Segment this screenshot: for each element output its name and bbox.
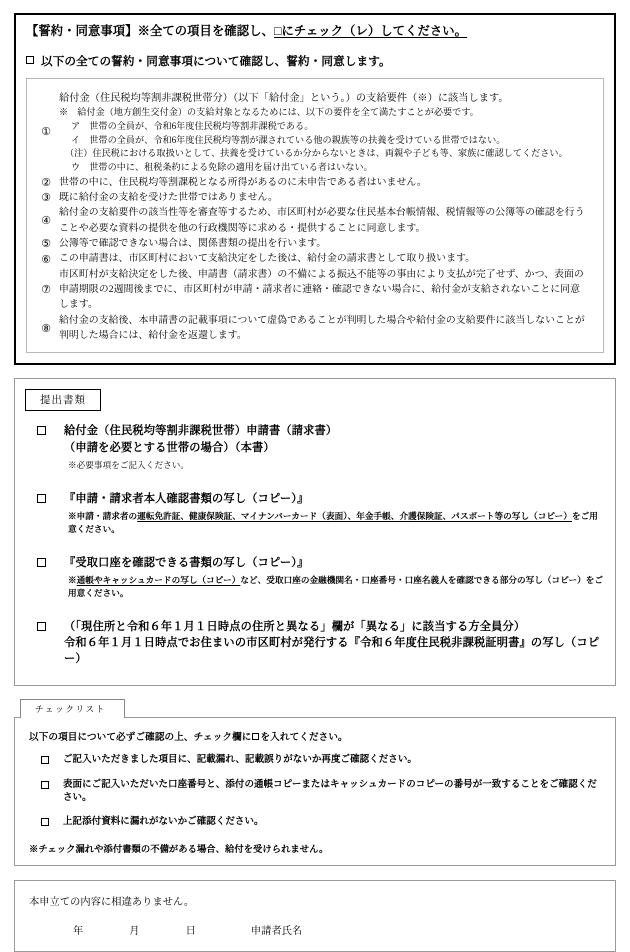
document-item-2-note-underlined: 運転免許証、健康保険証、マイナンバーカード（表面）、年金手帳、介護保険証、パスポート等の写し（コピー）	[137, 510, 572, 521]
checklist-item-3-label: 上記添付資料に漏れがないかご確認ください。	[63, 817, 264, 828]
pledge-item-3-body	[59, 190, 595, 205]
documents-spacer-2	[25, 542, 605, 555]
declaration-month-label: 月	[129, 925, 140, 937]
checklist-intro-post: を入れてください。	[260, 732, 348, 744]
pledge-item-7-line-1: 市区町村が支給決定をした後、申請書（請求書）の不備による振込不能等の事由により支払が完了せず、かつ、表面の	[59, 268, 584, 280]
pledge-item-6	[33, 251, 595, 266]
document-checkbox-application-form[interactable]	[37, 426, 46, 435]
pledge-title-plain: 【誓約・同意事項】※全ての項目を確認し、	[26, 24, 274, 38]
checklist-item-entries[interactable]	[25, 754, 605, 767]
pledge-item-2-number: ②	[41, 175, 51, 189]
checklist-intro-pre: 以下の項目について必ずご確認の上、チェック欄に	[29, 732, 252, 744]
document-checkbox-tax-exemption-certificate[interactable]	[37, 622, 46, 631]
checklist-item-account-number[interactable]	[25, 779, 605, 806]
document-item-2-note-pre: ※申請・請求者の	[68, 510, 138, 521]
declaration-signature-row	[25, 922, 605, 937]
documents-list	[25, 423, 605, 667]
checklist-footnote: ※チェック漏れや添付書類の不備がある場合、給付を受けられません。	[29, 844, 329, 855]
pledge-item-4-line-1: 給付金の支給要件の該当性等を審査等するため、市区町村が必要な住民基本台帳情報、税情報等の公簿等の確認を行う	[59, 207, 585, 219]
declaration-applicant-name-label: 申請者氏名	[250, 925, 303, 937]
pledge-item-1-line-5: （注）住民税における取扱いとして、扶養を受けているか分からないときは、両親や子ども等、家族に確認してください。	[65, 148, 568, 159]
documents-section-tab-label: 提出書類	[25, 389, 101, 411]
checklist-mark-icon	[252, 733, 259, 740]
document-checkbox-identity-copy[interactable]	[37, 494, 46, 503]
checklist-box	[14, 717, 616, 865]
pledge-item-1-line-1: 給付金（住民税均等割非課税世帯分）（以下「給付金」という。）の支給要件（※）に該当します。	[59, 92, 509, 104]
pledge-item-2-body	[59, 175, 595, 190]
document-item-1-note: ※必要事項をご記入ください。	[68, 459, 190, 470]
pledge-item-1-number: ①	[41, 124, 51, 138]
document-item-4-line-1: （「現住所と令和６年１月１日時点の住所と異なる」欄が「異なる」に該当する方全員分）	[64, 620, 526, 633]
pledge-item-4-number: ④	[41, 214, 51, 228]
document-item-identity-copy[interactable]	[25, 491, 605, 536]
document-checkbox-bank-account-copy[interactable]	[37, 558, 46, 567]
pledge-item-1-line-6: ウ 世帯の中に、租税条約による免除の適用を届け出ている者はいない。	[71, 161, 373, 172]
pledge-item-1-body	[59, 88, 595, 175]
pledge-item-8-number: ⑧	[41, 321, 51, 335]
pledge-items-box	[26, 78, 604, 354]
declaration-year-label: 年	[73, 925, 84, 937]
document-item-3-line-1: 『受取口座を確認できる書類の写し（コピー）』	[64, 556, 309, 569]
checklist-section-tab-label: チェックリスト	[20, 699, 125, 718]
pledge-item-3-line-1: 既に給付金の支給を受けた世帯ではありません。	[59, 191, 278, 203]
pledge-item-1-line-3: ア 世帯の全員が、令和6年度住民税均等割非課税である。	[71, 121, 314, 132]
pledge-item-7-number: ⑦	[41, 283, 51, 297]
document-item-tax-exemption-certificate[interactable]	[25, 619, 605, 668]
pledge-title	[26, 23, 604, 40]
declaration-statement: 本申立ての内容に相違ありません。	[29, 896, 195, 908]
checklist-checkbox-account-number[interactable]	[41, 781, 49, 789]
document-item-application-form[interactable]	[25, 423, 605, 471]
declaration-day-label: 日	[185, 925, 196, 937]
document-item-3-note-underlined: 通帳やキャッシュカードの写し（コピー）	[76, 575, 241, 585]
checklist-item-1-label: ご記入いただきました項目に、記載漏れ、記載誤りがないか再度ご確認ください。	[63, 755, 417, 766]
document-item-4-line-2: 令和６年１月１日時点でお住まいの市区町村が発行する『令和６年度住民税非課税証明書』の写し（コピー）	[64, 637, 600, 666]
checklist-item-2-label: 表面にご記入いただいた口座番号と、添付の通帳コピーまたはキャッシュカードのコピーの番号が一致することをご確認ください。	[63, 779, 597, 804]
checklist-checkbox-entries[interactable]	[41, 756, 49, 764]
pledge-agree-row[interactable]	[26, 53, 604, 69]
document-item-bank-account-copy[interactable]	[25, 555, 605, 600]
declaration-section	[14, 880, 616, 952]
document-item-1-line-2: （申請を必要とする世帯の場合）（本書）	[64, 441, 275, 454]
pledge-item-6-number: ⑥	[41, 252, 51, 266]
document-item-3-note	[64, 574, 605, 600]
pledge-item-6-line-1: この申請書は、市区町村において支給決定をした後は、給付金の請求書として取り扱います。	[59, 253, 476, 265]
pledge-item-5-body	[59, 236, 595, 251]
checklist-checkbox-attachments[interactable]	[41, 818, 49, 826]
pledge-item-7-body	[59, 267, 595, 313]
pledge-item-1-line-4: イ 世帯の全員が、令和6年度住民税均等割が課されている他の親族等の扶養を受けている世帯ではない。	[71, 134, 506, 145]
documents-section	[14, 378, 616, 686]
pledge-item-8-body	[59, 313, 595, 344]
document-item-1-line-1: 給付金（住民税均等割非課税世帯）申請書（請求書）	[64, 425, 338, 438]
pledge-items-table	[33, 88, 595, 344]
pledge-item-8-line-1: 給付金の支給後、本申請書の記載事項について虚偽であることが判明した場合や給付金の支給要件に該当しないことが	[59, 314, 585, 326]
document-item-2-note	[64, 510, 605, 536]
documents-spacer-1	[25, 478, 605, 491]
pledge-item-7-line-2: 申請期限の2週間後までに、市区町村が申請・請求者に連絡・確認できない場合に、給付金が支給されないことに同意	[59, 284, 581, 296]
pledge-section	[14, 13, 616, 365]
pledge-agree-label: 以下の全ての誓約・同意事項について確認し、誓約・同意します。	[41, 54, 391, 68]
pledge-item-5	[33, 236, 595, 251]
documents-spacer-3	[25, 606, 605, 619]
pledge-item-2	[33, 175, 595, 190]
pledge-item-5-number: ⑤	[41, 237, 51, 251]
checklist-item-attachments[interactable]	[25, 816, 605, 829]
pledge-item-8	[33, 313, 595, 344]
pledge-item-3-number: ③	[41, 191, 51, 205]
document-item-2-note-post: をご用意ください。	[68, 510, 598, 534]
document-item-2-line-1: 『申請・請求者本人確認書類の写し（コピー）』	[64, 492, 309, 505]
checklist-intro	[25, 729, 605, 743]
pledge-item-1-line-2: ※ 給付金（地方創生交付金）の支給対象となるためには、以下の要件を全て満たすことが必要です。	[59, 107, 479, 118]
pledge-item-4	[33, 205, 595, 236]
pledge-item-4-line-2: ことや必要な資料の提供を他の行政機関等に求める・提供することに同意します。	[59, 222, 426, 234]
pledge-item-3	[33, 190, 595, 205]
pledge-item-2-line-1: 世帯の中に、住民税均等割課税となる所得があるのに未申告である者はいません。	[59, 176, 427, 188]
pledge-item-7	[33, 267, 595, 313]
document-text-identity-copy	[64, 491, 605, 536]
pledge-item-1	[33, 88, 595, 175]
document-item-3-note-pre: ※	[68, 575, 77, 585]
document-text-bank-account-copy	[64, 555, 605, 600]
checklist-section	[14, 699, 616, 865]
pledge-item-8-line-2: 判明した場合には、給付金を返還します。	[59, 330, 247, 342]
document-text-application-form	[64, 423, 605, 471]
pledge-agree-checkbox[interactable]	[26, 56, 34, 64]
document-text-tax-exemption-certificate	[64, 619, 605, 668]
pledge-title-underlined: □にチェック（レ）してください。	[273, 24, 468, 38]
pledge-item-4-body	[59, 205, 595, 236]
document-item-3-note-post: など、受取口座の金融機関名・口座番号・口座名義人を確認できる部分の写し（コピー）をご用意ください。	[68, 575, 604, 598]
pledge-item-6-body	[59, 251, 595, 266]
pledge-item-5-line-1: 公簿等で確認できない場合は、関係書類の提出を行います。	[59, 237, 327, 249]
pledge-item-7-line-3: します。	[59, 299, 98, 311]
